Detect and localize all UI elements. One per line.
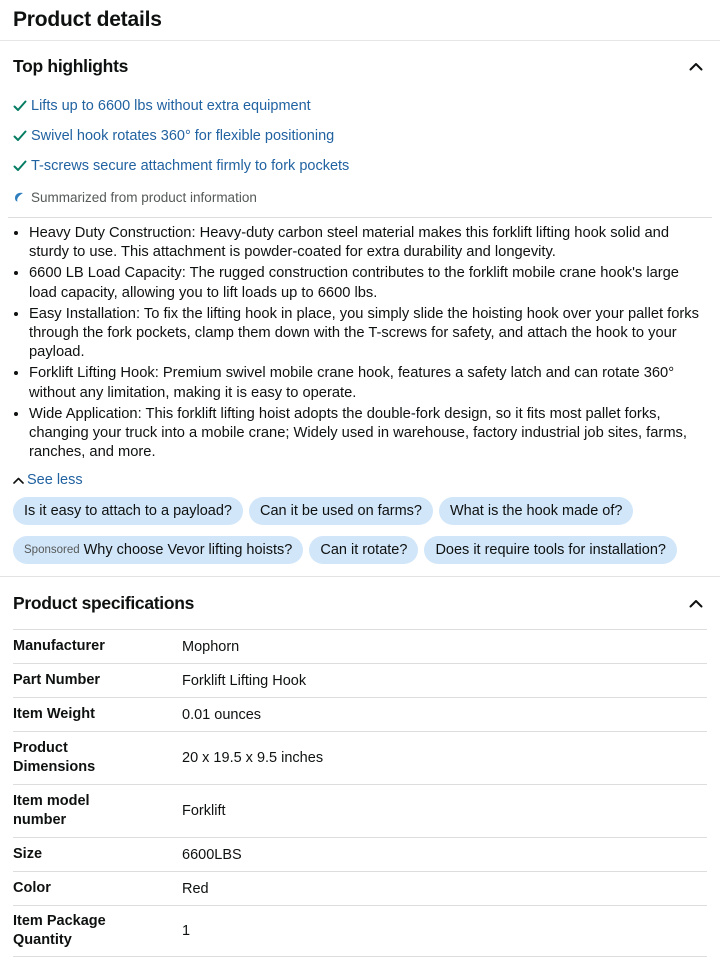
highlights-list (0, 91, 720, 211)
table-row (13, 697, 707, 731)
spec-value: 20 x 19.5 x 9.5 inches (182, 750, 324, 767)
spec-value: 0.01 ounces (182, 706, 262, 723)
question-chip[interactable]: Does it require tools for installation? (424, 536, 677, 564)
suggested-questions (0, 493, 720, 564)
table-row (13, 663, 707, 697)
check-icon (13, 98, 29, 114)
table-row (13, 837, 707, 871)
spec-key: Size (13, 846, 43, 863)
product-specifications-header[interactable] (0, 577, 720, 629)
caret-up-icon (13, 474, 25, 486)
highlight-item (13, 151, 707, 181)
spec-value: Mophorn (182, 638, 240, 655)
sponsored-question-chip[interactable] (13, 536, 303, 564)
spec-key: Item model number (13, 793, 90, 829)
ai-summary-icon (13, 190, 27, 204)
spec-key: Part Number (13, 672, 101, 689)
spec-value: Red (182, 880, 209, 897)
table-row (13, 905, 707, 957)
question-chip[interactable]: Is it easy to attach to a payload? (13, 497, 243, 525)
spec-value: Forklift (182, 803, 226, 820)
feature-bullet: • Heavy Duty Construction: Heavy-duty carbon steel material makes this forklift lifting hook solid and sturdy to use. This attachment is powder-coated for extra durability and longevity. (29, 224, 706, 262)
spec-value: Forklift Lifting Hook (182, 672, 307, 689)
check-icon (13, 128, 29, 144)
question-row (13, 497, 720, 525)
spec-key: Item Package Quantity (13, 913, 106, 949)
highlight-text: T-screws secure attachment firmly to fork pockets (31, 158, 350, 174)
see-less-label: See less (27, 472, 83, 489)
feature-bullet: • 6600 LB Load Capacity: The rugged construction contributes to the forklift mobile crane hook's large load capacity, allowing you to lift loads up to 6600 lbs. (29, 264, 706, 302)
question-chip[interactable]: What is the hook made of? (439, 497, 634, 525)
table-row (13, 629, 707, 663)
highlight-text: Lifts up to 6600 lbs without extra equipment (31, 98, 311, 114)
table-row (13, 784, 707, 837)
feature-bullet: • Easy Installation: To fix the lifting hook in place, you simply slide the hoisting hook over your pallet forks through the fork pockets, clamp them down with the T-screws for safety, and attach the hook to your payload. (29, 305, 706, 363)
highlight-item (13, 121, 707, 151)
chevron-up-icon[interactable] (686, 593, 706, 613)
top-highlights-title: Top highlights (13, 55, 129, 76)
sponsored-label: Sponsored (24, 544, 80, 557)
page-title: Product details (13, 8, 162, 31)
question-chip[interactable]: Can it be used on farms? (249, 497, 433, 525)
spec-key: Product Dimensions (13, 740, 96, 776)
page-header (0, 0, 720, 41)
spec-value: 1 (182, 923, 191, 940)
check-icon (13, 158, 29, 174)
chevron-up-icon[interactable] (686, 56, 706, 76)
question-row (13, 536, 720, 564)
top-highlights-header[interactable] (0, 41, 720, 91)
spec-key: Item Weight (13, 706, 95, 723)
table-row (13, 871, 707, 905)
specifications-table (0, 629, 720, 957)
summary-note (13, 183, 707, 211)
spec-key: Manufacturer (13, 638, 105, 655)
spec-value: 6600LBS (182, 846, 242, 863)
question-chip[interactable]: Can it rotate? (309, 536, 418, 564)
feature-bullet: • Forklift Lifting Hook: Premium swivel mobile crane hook, features a safety latch and can rotate 360° without any limitation, making it is easy to operate. (29, 364, 706, 402)
highlight-item (13, 91, 707, 121)
feature-bullets (0, 218, 720, 462)
sponsored-question-text: Why choose Vevor lifting hoists? (83, 542, 293, 559)
feature-bullet: • Wide Application: This forklift lifting hoist adopts the double-fork design, so it fits most pallet forks, changing your truck into a mobile crane; Widely used in warehouse, factory industrial job sites, farms, ranches, and more. (29, 405, 706, 463)
see-less-link[interactable] (0, 467, 720, 493)
table-row (13, 731, 707, 784)
spec-key: Color (13, 880, 51, 897)
highlight-text: Swivel hook rotates 360° for flexible positioning (31, 128, 335, 144)
summary-note-text: Summarized from product information (31, 189, 257, 205)
product-specifications-title: Product specifications (13, 592, 195, 613)
